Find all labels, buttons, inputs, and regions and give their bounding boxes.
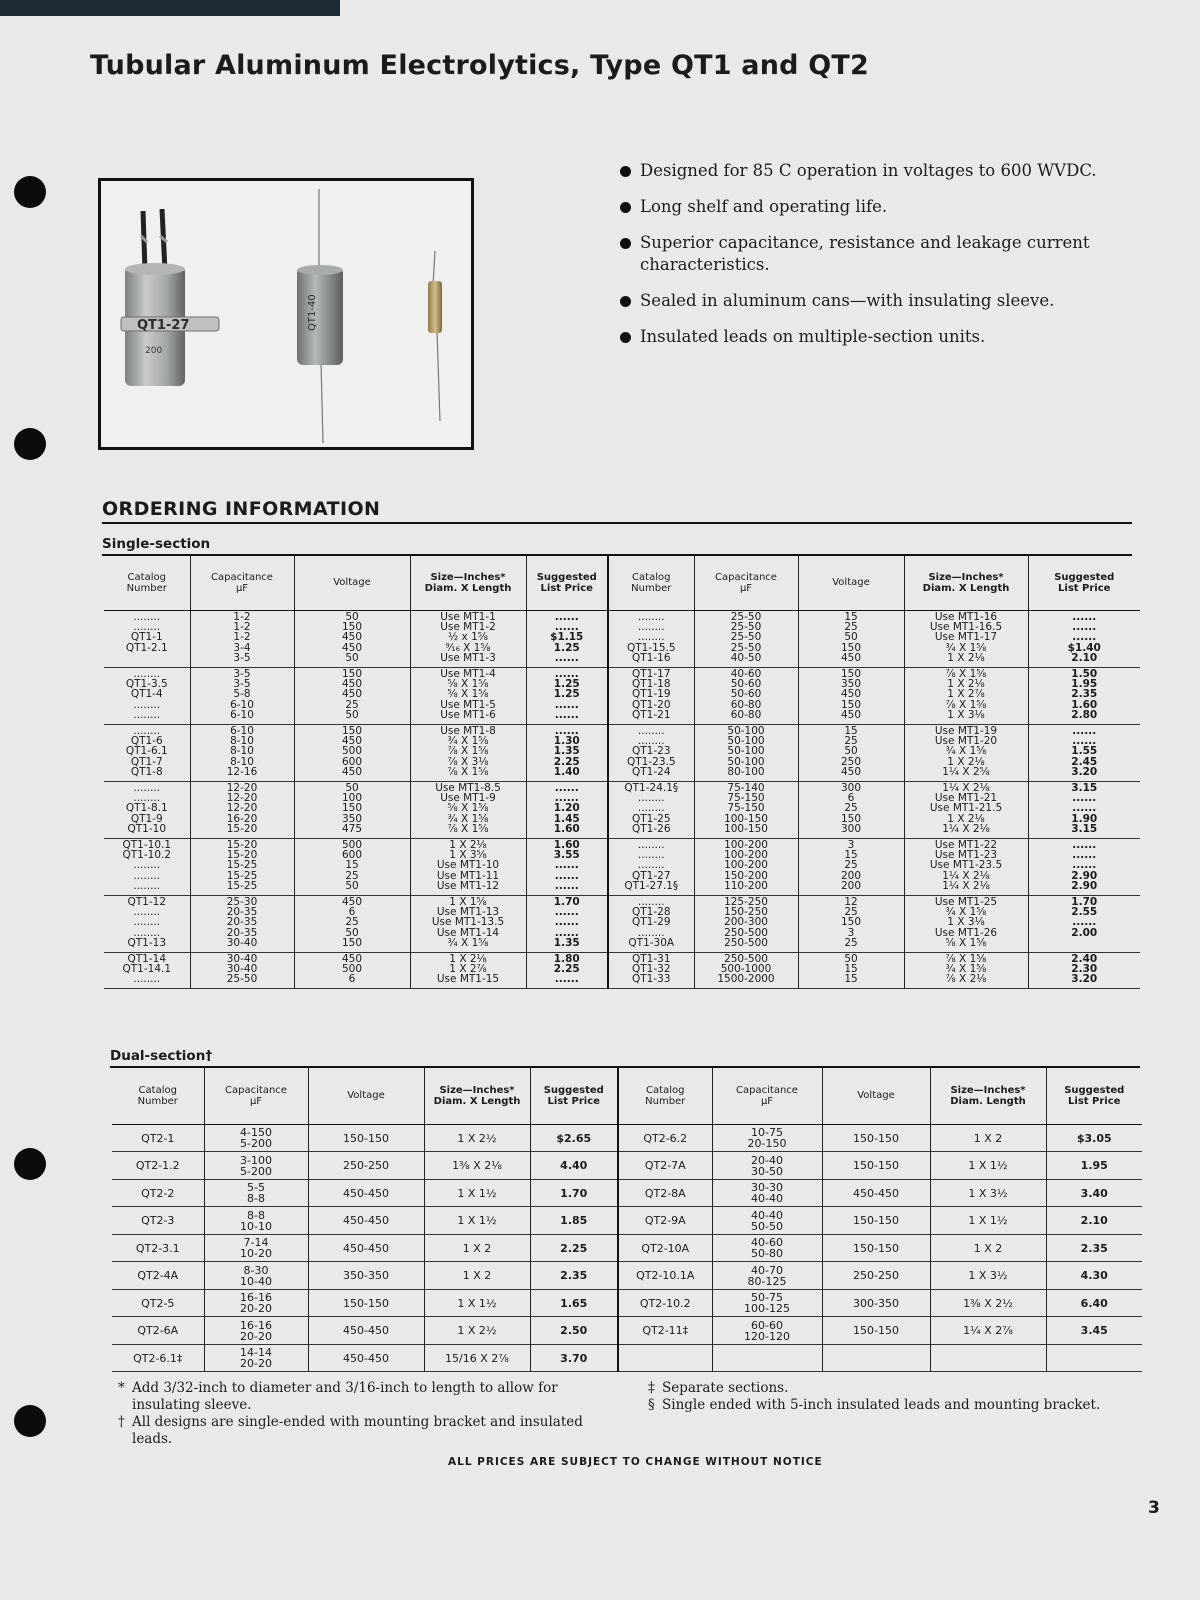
cell-cap: 8-8 10-10 [204,1207,308,1235]
table-row [112,1262,1142,1290]
cell-volt: 450-450 [308,1234,424,1262]
cell-cap: 1-2 1-2 1-2 3-4 3-5 [190,610,294,667]
table-row [112,1179,1142,1207]
cell-size: Use MT1-8.5 Use MT1-9 ⅝ X 1⅝ ¾ X 1⅝ ⅞ X 1⅝ [410,781,526,838]
table-row [112,1344,1142,1372]
cell-price: 2.50 [530,1317,618,1345]
cell-volt: 300-350 [822,1289,930,1317]
cell-volt: 50 150 450 450 50 [294,610,410,667]
cell-cat [618,1344,712,1372]
cell-price: 1.95 [1046,1152,1142,1180]
heading-rule [102,522,1132,524]
cell-volt: 450-450 [822,1179,930,1207]
cell-cap: 30-40 30-40 25-50 [190,952,294,988]
feature-item: Superior capacitance, resistance and leakage current characteristics. [620,232,1130,276]
cell-price: 3.15 ...... ...... 1.90 3.15 [1028,781,1140,838]
cell-cap: 8-30 10-40 [204,1262,308,1290]
cell-cap: 250-500 500-1000 1500-2000 [694,952,798,988]
cell-price: 1.85 [530,1207,618,1235]
cell-cat: QT2-9A [618,1207,712,1235]
cell-volt: 150-150 [308,1289,424,1317]
cell-size: 1 X 1⅝ Use MT1-13 Use MT1-13.5 Use MT1-14 ¾ X 1⅝ [410,895,526,952]
cell-price: 3.45 [1046,1317,1142,1345]
cell-size: 1 X 2⅛ 1 X 2⅞ Use MT1-15 [410,952,526,988]
cell-price: ...... ...... ...... 2.90 2.90 [1028,838,1140,895]
col-price: Suggested List Price [1046,1068,1142,1124]
col-size: Size—Inches* Diam. X Length [904,556,1028,610]
cell-cap: 40-40 50-50 [712,1207,822,1235]
feature-item: Designed for 85 C operation in voltages to 600 WVDC. [620,160,1130,182]
table-row [104,724,1140,781]
cell-volt: 50 100 150 350 475 [294,781,410,838]
cell-price [1046,1344,1142,1372]
cell-cat: QT2-5 [112,1289,204,1317]
table-row [104,895,1140,952]
cell-cat: ........ ........ QT1-1 QT1-2.1 [104,610,190,667]
cell-cat: QT2-6.2 [618,1124,712,1152]
cell-volt [822,1344,930,1372]
cell-cat: QT1-17 QT1-18 QT1-19 QT1-20 QT1-21 [608,667,694,724]
table-row [112,1289,1142,1317]
cell-volt: 300 6 25 150 300 [798,781,904,838]
cell-cap: 16-16 20-20 [204,1289,308,1317]
table-row [104,952,1140,988]
cell-cap: 4-150 5-200 [204,1124,308,1152]
cell-price: 1.65 [530,1289,618,1317]
cell-cap: 16-16 20-20 [204,1317,308,1345]
cell-cap: 100-200 100-200 100-200 150-200 110-200 [694,838,798,895]
cell-cat: QT1-14 QT1-14.1 ........ [104,952,190,988]
col-voltage: Voltage [294,556,410,610]
cell-cap: 6-10 8-10 8-10 8-10 12-16 [190,724,294,781]
binder-hole [14,1148,46,1180]
col-size: Size—Inches* Diam. Length [930,1068,1046,1124]
cell-cat: QT2-10.1A [618,1262,712,1290]
footnote: * Add 3/32-inch to diameter and 3/16-inch to length to allow for insulating sleeve. [118,1380,558,1413]
cell-size: 1⅜ X 2½ [930,1289,1046,1317]
cell-volt: 15 25 50 150 450 [798,610,904,667]
cell-size: Use MT1-22 Use MT1-23 Use MT1-23.5 1¼ X 2⅛ 1¼ X 2⅛ [904,838,1028,895]
table-row [104,838,1140,895]
cell-price: 2.35 [530,1262,618,1290]
cell-cat: QT2-6A [112,1317,204,1345]
cell-cap: 50-75 100-125 [712,1289,822,1317]
cell-price: 1.70 ...... ...... ...... 1.35 [526,895,608,952]
single-section-capacitor [297,189,343,443]
cell-volt: 150-150 [822,1152,930,1180]
col-catalog: Catalog Number [112,1068,204,1124]
page-title: Tubular Aluminum Electrolytics, Type QT1 and QT2 [90,50,870,81]
table-row [112,1207,1142,1235]
cell-cap: 25-50 25-50 25-50 25-50 40-50 [694,610,798,667]
cell-cap: 50-100 50-100 50-100 50-100 80-100 [694,724,798,781]
cell-cat: QT2-8A [618,1179,712,1207]
cell-cap: 15-20 15-20 15-25 15-25 15-25 [190,838,294,895]
cell-price: 2.40 2.30 3.20 [1028,952,1140,988]
cell-cap: 60-60 120-120 [712,1317,822,1345]
cell-cap: 40-60 50-60 50-60 60-80 60-80 [694,667,798,724]
cell-volt: 450-450 [308,1207,424,1235]
bullet-icon [620,332,631,343]
cell-size: 1 X 3½ [930,1262,1046,1290]
dual-section-capacitor [121,209,219,386]
cell-price: ...... ...... 1.55 2.45 3.20 [1028,724,1140,781]
cell-size: 1 X 1½ [930,1152,1046,1180]
cell-cap: 40-70 80-125 [712,1262,822,1290]
col-catalog: Catalog Number [618,1068,712,1124]
cell-volt: 150-150 [308,1124,424,1152]
bullet-icon [620,202,631,213]
cell-size: Use MT1-8 ¾ X 1⅝ ⅞ X 1⅝ ⅞ X 3⅛ ⅞ X 1⅝ [410,724,526,781]
binder-hole [14,1405,46,1437]
cell-size: 1¼ X 2⅞ [930,1317,1046,1345]
feature-list [620,160,1130,362]
photo-label-rating: 200 [145,346,163,356]
cell-size: 1 X 2 [930,1124,1046,1152]
cell-cat: QT2-7A [618,1152,712,1180]
cell-cat: QT2-3.1 [112,1234,204,1262]
table-row [104,610,1140,667]
photo-label-2: QT1-40 [307,294,318,331]
cell-cat: ........ ........ QT1-8.1 QT1-9 QT1-10 [104,781,190,838]
cell-cat: QT2-10.2 [618,1289,712,1317]
cell-cat: QT2-6.1‡ [112,1344,204,1372]
cell-cap: 10-75 20-150 [712,1124,822,1152]
bullet-icon [620,238,631,249]
cell-price: ...... ...... $1.15 1.25 ...... [526,610,608,667]
cell-volt: 150-150 [822,1234,930,1262]
cell-cat: QT2-4A [112,1262,204,1290]
cell-cat: QT2-2 [112,1179,204,1207]
cell-volt: 350-350 [308,1262,424,1290]
feature-item: Insulated leads on multiple-section units. [620,326,1130,348]
cell-volt: 250-250 [308,1152,424,1180]
cell-cat: QT1-12 ........ ........ ........ QT1-13 [104,895,190,952]
cell-volt: 50 15 15 [798,952,904,988]
table-row [112,1234,1142,1262]
cell-cap: 20-40 30-50 [712,1152,822,1180]
bullet-icon [620,296,631,307]
table-row [112,1124,1142,1152]
price-notice: ALL PRICES ARE SUBJECT TO CHANGE WITHOUT NOTICE [448,1456,823,1468]
cell-cat: QT2-3 [112,1207,204,1235]
cell-size: 1 X 1½ [424,1179,530,1207]
bullet-icon [620,166,631,177]
feature-item: Long shelf and operating life. [620,196,1130,218]
cell-volt: 450-450 [308,1317,424,1345]
table-header-row [104,556,1140,610]
footnotes-left [118,1380,618,1448]
cell-cat: QT1-24.1§ ........ ........ QT1-25 QT1-26 [608,781,694,838]
ordering-heading: ORDERING INFORMATION [102,498,381,520]
cell-price: 3.40 [1046,1179,1142,1207]
cell-price: $2.65 [530,1124,618,1152]
cell-volt: 250-250 [822,1262,930,1290]
cell-volt: 450-450 [308,1179,424,1207]
footnote: ‡ Separate sections. [648,1380,789,1396]
binder-hole [14,176,46,208]
cell-cap [712,1344,822,1372]
cell-price: ...... ...... ...... $1.40 2.10 [1028,610,1140,667]
cell-size: Use MT1-16 Use MT1-16.5 Use MT1-17 ¾ X 1⅝ 1 X 2⅛ [904,610,1028,667]
cell-size: ⅞ X 1⅝ 1 X 2⅛ 1 X 2⅞ ⅞ X 1⅝ 1 X 3⅛ [904,667,1028,724]
col-size: Size—Inches* Diam. X Length [410,556,526,610]
cell-volt: 150-150 [822,1207,930,1235]
cell-cat: ........ QT1-28 QT1-29 ........ QT1-30A [608,895,694,952]
cell-cat: QT2-11‡ [618,1317,712,1345]
cell-price: 2.10 [1046,1207,1142,1235]
cell-price: 1.70 2.55 ...... 2.00 [1028,895,1140,952]
cell-cat: QT1-31 QT1-32 QT1-33 [608,952,694,988]
cell-price: 4.30 [1046,1262,1142,1290]
cell-cat: ........ ........ QT1-23 QT1-23.5 QT1-24 [608,724,694,781]
cell-price: $3.05 [1046,1124,1142,1152]
cell-cap: 5-5 8-8 [204,1179,308,1207]
cell-cat: ........ ........ ........ QT1-27 QT1-27.1§ [608,838,694,895]
table-row [112,1152,1142,1180]
table-row [104,781,1140,838]
cell-size: 1 X 1½ [930,1207,1046,1235]
cell-cap: 3-5 3-5 5-8 6-10 6-10 [190,667,294,724]
col-price: Suggested List Price [530,1068,618,1124]
col-voltage: Voltage [308,1068,424,1124]
col-price: Suggested List Price [526,556,608,610]
cell-price: 4.40 [530,1152,618,1180]
cell-size: 1 X 2⅛ 1 X 3⅝ Use MT1-10 Use MT1-11 Use MT1-12 [410,838,526,895]
table-header-row [112,1068,1142,1124]
cell-size: 1 X 1½ [424,1289,530,1317]
cell-cap: 25-30 20-35 20-35 20-35 30-40 [190,895,294,952]
cell-cat: QT1-10.1 QT1-10.2 ........ ........ ........ [104,838,190,895]
cell-volt: 3 15 25 200 200 [798,838,904,895]
cell-cap: 75-140 75-150 75-150 100-150 100-150 [694,781,798,838]
cell-cat: ........ ........ ........ QT1-15.5 QT1-16 [608,610,694,667]
cell-volt: 150 450 450 25 50 [294,667,410,724]
col-voltage: Voltage [822,1068,930,1124]
product-photo [98,178,474,450]
cell-price: ...... 1.25 1.25 ...... ...... [526,667,608,724]
col-voltage: Voltage [798,556,904,610]
cell-size: 1 X 3½ [930,1179,1046,1207]
dual-section-table [112,1068,1142,1372]
footnote: § Single ended with 5-inch insulated leads and mounting bracket. [648,1397,1101,1413]
cell-price: 1.60 3.55 ...... ...... ...... [526,838,608,895]
cell-cat: QT2-10A [618,1234,712,1262]
photo-label-1: QT1-27 [137,318,190,333]
table-row [104,667,1140,724]
cell-volt: 450 6 25 50 150 [294,895,410,952]
cell-price: 3.70 [530,1344,618,1372]
cell-cap: 12-20 12-20 12-20 16-20 15-20 [190,781,294,838]
cell-volt: 500 600 15 25 50 [294,838,410,895]
cell-size: 1 X 2½ [424,1124,530,1152]
cell-size: Use MT1-4 ⅝ X 1⅝ ⅝ X 1⅝ Use MT1-5 Use MT1-6 [410,667,526,724]
cell-cap: 40-60 50-80 [712,1234,822,1262]
cell-price: 1.70 [530,1179,618,1207]
cell-volt: 450-450 [308,1344,424,1372]
capacitors-illustration [101,181,471,447]
footnotes-right [648,1380,1168,1414]
table-row [112,1317,1142,1345]
cell-cap: 30-30 40-40 [712,1179,822,1207]
cell-cat: ........ QT1-6 QT1-6.1 QT1-7 QT1-8 [104,724,190,781]
cell-size: Use MT1-1 Use MT1-2 ½ x 1⅝ ⁹⁄₁₆ X 1⅝ Use MT1-3 [410,610,526,667]
col-capacitance: Capacitance µF [712,1068,822,1124]
single-section-heading: Single-section [102,536,211,552]
cell-size: 1⅜ X 2⅛ [424,1152,530,1180]
cell-size: 1¼ X 2⅛ Use MT1-21 Use MT1-21.5 1 X 2⅛ 1¼ X 2⅛ [904,781,1028,838]
cell-volt: 15 25 50 250 450 [798,724,904,781]
cell-cat: QT2-1.2 [112,1152,204,1180]
cell-price: ...... 1.30 1.35 2.25 1.40 [526,724,608,781]
cell-size: 15/16 X 2⅞ [424,1344,530,1372]
page-number: 3 [1148,1498,1160,1518]
cell-price: 2.25 [530,1234,618,1262]
col-capacitance: Capacitance µF [694,556,798,610]
col-size: Size—Inches* Diam. X Length [424,1068,530,1124]
cell-price: 1.50 1.95 2.35 1.60 2.80 [1028,667,1140,724]
cell-size: ⅞ X 1⅝ ¾ X 1⅝ ⅞ X 2⅛ [904,952,1028,988]
single-section-table [104,556,1140,989]
cell-price: ...... ...... 1.20 1.45 1.60 [526,781,608,838]
cell-size: Use MT1-25 ¾ X 1⅝ 1 X 3⅛ Use MT1-26 ⅝ X 1⅝ [904,895,1028,952]
cell-price: 6.40 [1046,1289,1142,1317]
cell-size: 1 X 2½ [424,1317,530,1345]
col-price: Suggested List Price [1028,556,1140,610]
top-edge-band [0,0,340,16]
cell-cap: 125-250 150-250 200-300 250-500 250-500 [694,895,798,952]
binder-hole [14,428,46,460]
cell-cap: 3-100 5-200 [204,1152,308,1180]
col-catalog: Catalog Number [608,556,694,610]
cell-size: 1 X 2 [930,1234,1046,1262]
cell-cap: 14-14 20-20 [204,1344,308,1372]
cell-size: 1 X 1½ [424,1207,530,1235]
cell-volt: 150-150 [822,1317,930,1345]
cell-size: 1 X 2 [424,1234,530,1262]
axial-capacitor [428,251,442,421]
cell-cat: ........ QT1-3.5 QT1-4 ........ ........ [104,667,190,724]
cell-price: 1.80 2.25 ...... [526,952,608,988]
cell-cap: 7-14 10-20 [204,1234,308,1262]
cell-size [930,1344,1046,1372]
col-capacitance: Capacitance µF [190,556,294,610]
cell-volt: 150-150 [822,1124,930,1152]
cell-size: 1 X 2 [424,1262,530,1290]
cell-cat: QT2-1 [112,1124,204,1152]
cell-size: Use MT1-19 Use MT1-20 ¾ X 1⅝ 1 X 2⅛ 1¼ X 2⅝ [904,724,1028,781]
col-capacitance: Capacitance µF [204,1068,308,1124]
footnote: † All designs are single-ended with mounting bracket and insulated leads. [118,1414,583,1447]
feature-item: Sealed in aluminum cans—with insulating sleeve. [620,290,1130,312]
cell-volt: 150 350 450 150 450 [798,667,904,724]
col-catalog: Catalog Number [104,556,190,610]
dual-section-heading: Dual-section† [110,1048,213,1064]
cell-volt: 150 450 500 600 450 [294,724,410,781]
cell-volt: 450 500 6 [294,952,410,988]
cell-price: 2.35 [1046,1234,1142,1262]
cell-volt: 12 25 150 3 25 [798,895,904,952]
